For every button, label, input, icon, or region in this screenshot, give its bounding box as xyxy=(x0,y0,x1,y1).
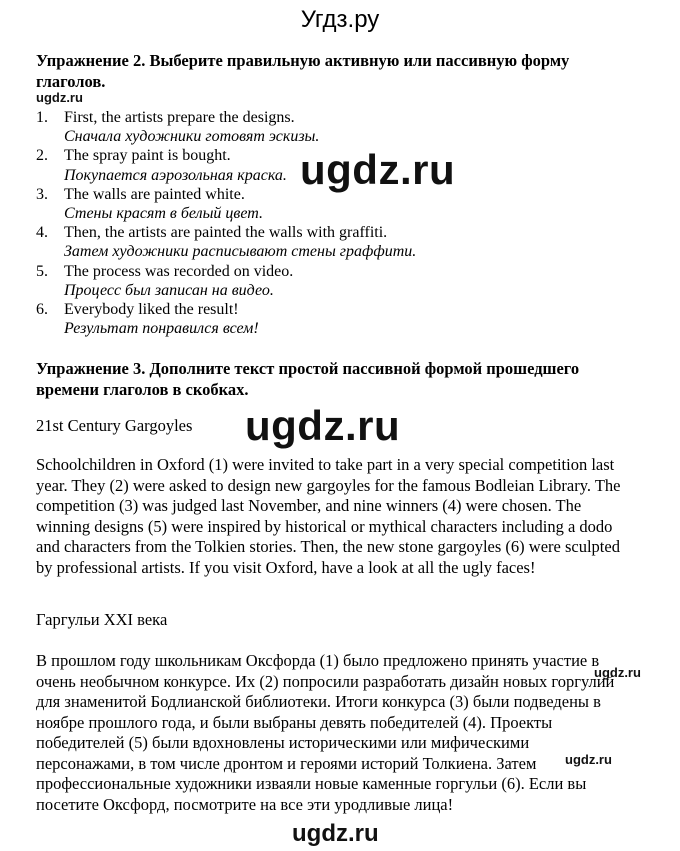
item-english: First, the artists prepare the designs. xyxy=(64,109,295,126)
item-number: 1. xyxy=(36,109,48,126)
item-russian: Сначала художники готовят эскизы. xyxy=(64,128,320,146)
watermark-small: ugdz.ru xyxy=(594,665,641,680)
item-number: 4. xyxy=(36,224,48,242)
item-russian: Результат понравился всем! xyxy=(64,320,259,338)
item-russian: Стены красят в белый цвет. xyxy=(64,205,263,223)
item-english: Everybody liked the result! xyxy=(64,301,239,319)
list-item xyxy=(36,223,596,261)
item-number: 3. xyxy=(36,185,48,203)
item-english: Then, the artists are painted the walls with graffiti. xyxy=(64,224,388,242)
list-item xyxy=(36,262,596,300)
watermark-big: ugdz.ru xyxy=(245,402,401,449)
exercise-2-heading: Упражнение 2. Выберите правильную активную или пассивную форму глаголов. xyxy=(36,51,570,91)
footer-watermark: ugdz.ru xyxy=(292,820,379,847)
list-item xyxy=(36,108,596,146)
exercise-3-heading: Упражнение 3. Дополните текст простой пассивной формой прошедшего времени глаголов в скобках. xyxy=(36,359,580,399)
item-english: The process was recorded on video. xyxy=(64,262,294,280)
watermark-small: ugdz.ru xyxy=(36,90,83,105)
english-text: Schoolchildren in Oxford (1) were invited to take part in a very special competition last year. They (2) were asked to design new gargoyles for the famous Bodleian Library. The competition (3) was judged last November, and nine winners (4) were chosen. The winning designs (5) were inspired by historical or mythical characters including a dodo and characters from the Tolkien stories. Then, the new stone gargoyles (6) were sculpted by professional artists. If you visit Oxford, have a look at all the ugly faces! xyxy=(36,455,621,577)
site-header: Угдз.ру xyxy=(300,6,380,33)
item-russian: Процесс был записан на видео. xyxy=(64,281,274,299)
item-russian: Затем художники расписывают стены граффити. xyxy=(64,243,417,261)
russian-text: В прошлом году школьникам Оксфорда (1) было предложено принять участие в очень необычном конкурсе. Их (2) попросили разработать дизайн новых горгулий для знаменитой Бодлианской библиотеки. Итоги конкурса (3) были подведены в ноябре прошлого года, и были выбраны девять победителей (4). Проекты победителей (5) были вдохновлены историческими или мифическими персонажами, в том числе дронтом и героями историй Толкиена. Затем профессиональные художники изваяли новые каменные горгульи (6). Если вы посетите Оксфорд, посмотрите на все эти уродливые лица! xyxy=(36,651,615,814)
item-english: The spray paint is bought. xyxy=(64,147,231,165)
list-item xyxy=(36,300,596,338)
watermark-big: ugdz.ru xyxy=(300,146,456,193)
item-number: 6. xyxy=(36,301,48,319)
exercise-2-list xyxy=(36,108,596,338)
item-number: 5. xyxy=(36,262,48,280)
english-title: 21st Century Gargoyles xyxy=(36,416,193,435)
item-number: 2. xyxy=(36,147,48,165)
watermark-small: ugdz.ru xyxy=(565,752,612,767)
item-english: The walls are painted white. xyxy=(64,185,245,203)
item-russian: Покупается аэрозольная краска. xyxy=(64,166,287,184)
russian-title: Гаргульи XXI века xyxy=(36,610,168,629)
